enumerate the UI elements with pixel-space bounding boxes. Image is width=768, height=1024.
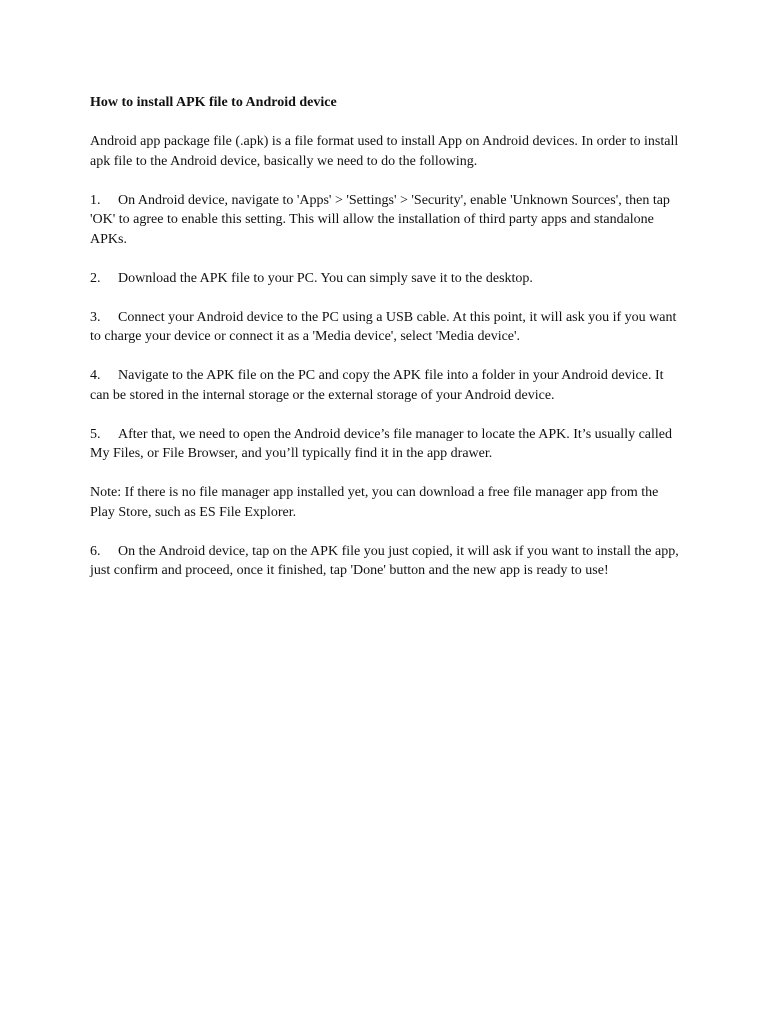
document-page xyxy=(90,93,680,600)
step-1 xyxy=(90,191,680,250)
step-text: Navigate to the APK file on the PC and copy the APK file into a folder in your Android device. It can be stored in the internal storage or the external storage of your Android device. xyxy=(90,368,664,403)
step-2 xyxy=(90,269,680,289)
step-text: Connect your Android device to the PC using a USB cable. At this point, it will ask you if you want to charge your device or connect it as a 'Media device', select 'Media device'. xyxy=(90,309,677,344)
step-5 xyxy=(90,425,680,464)
document-title: How to install APK file to Android device xyxy=(90,95,337,110)
step-text: On the Android device, tap on the APK file you just copied, it will ask if you want to install the app, just confirm and proceed, once it finished, tap 'Done' button and the new app is ready to use! xyxy=(90,543,679,578)
step-number: 1. xyxy=(90,192,101,208)
step-text: Download the APK file to your PC. You can simply save it to the desktop. xyxy=(118,270,533,286)
step-number: 2. xyxy=(90,270,101,286)
step-number: 4. xyxy=(90,368,101,383)
step-text: After that, we need to open the Android device’s file manager to locate the APK. It’s usually called My Files, or File Browser, and you’ll typically find it in the app drawer. xyxy=(90,426,672,461)
step-6 xyxy=(90,542,680,581)
step-3 xyxy=(90,308,680,347)
step-number: 6. xyxy=(90,543,101,559)
step-4 xyxy=(90,366,680,405)
step-number: 3. xyxy=(90,309,101,325)
step-number: 5. xyxy=(90,426,101,442)
step-text: On Android device, navigate to 'Apps' > 'Settings' > 'Security', enable 'Unknown Sources', then tap 'OK' to agree to enable this setting. This will allow the installation of third party apps and standalone APKs. xyxy=(90,192,670,247)
note-paragraph: Note: If there is no file manager app installed yet, you can download a free file manager app from the Play Store, such as ES File Explorer. xyxy=(90,485,659,520)
intro-paragraph: Android app package file (.apk) is a file format used to install App on Android devices. In order to install apk file to the Android device, basically we need to do the following. xyxy=(90,134,679,169)
